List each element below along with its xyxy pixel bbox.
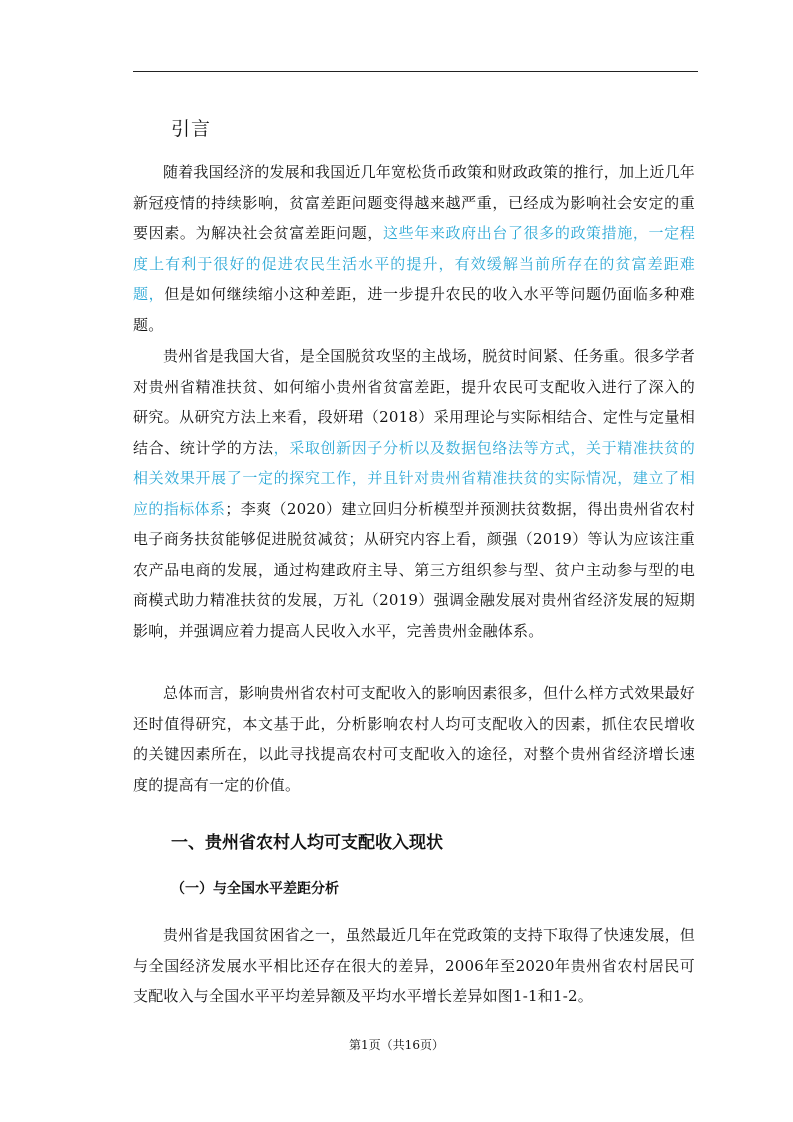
paragraph-1 [133, 157, 695, 340]
paragraph-1-highlight: 这些年来政府出台了很多的政策措施，一定程度上有利于很好的促进农民生活水平的提升，有效缓解当前所存在的贫富差距难题， [133, 224, 695, 303]
paragraph-2-highlight: ，采取创新因子分析以及数据包络法等方式，关于精准扶贫的相关效果开展了一定的探究工作，并且针对贵州省精准扶贫的实际情况，建立了相应的指标体系 [133, 438, 695, 518]
intro-heading: 引言 [171, 118, 212, 140]
paragraph-1-text-a: 随着我国经济的发展和我国近几年宽松货币政策和财政政策的推行，加上近几年新冠疫情的持续影响，贫富差距问题变得越来越严重，已经成为影响社会安定的重要因素。为解决社会贫富差距问题， [133, 163, 696, 242]
header-rule [133, 71, 698, 72]
section-1-heading: 一、贵州省农村人均可支配收入现状 [171, 833, 443, 853]
paragraph-2 [133, 341, 695, 646]
paragraph-1-text-c: 但是如何继续缩小这种差距，进一步提升农民的收入水平等问题仍面临多种难题。 [133, 285, 695, 334]
paragraph-2-text-a: 贵州省是我国大省，是全国脱贫攻坚的主战场，脱贫时间紧、任务重。很多学者对贵州省精准扶贫、如何缩小贵州省贫富差距，提升农民可支配收入进行了深入的研究。从研究方法上来看，段妍珺（2018）采用理论与实际相结合、定性与定量相结合、统计学的方法 [133, 347, 696, 457]
page-footer: 第1页（共16页） [349, 1038, 444, 1052]
paragraph-3: 总体而言，影响贵州省农村可支配收入的影响因素很多，但什么样方式效果最好还时值得研究，本文基于此，分析影响农村人均可支配收入的因素，抓住农民增收的关键因素所在，以此寻找提高农村可支配收入的途径，对整个贵州省经济增长速度的提高有一定的价值。 [133, 684, 696, 794]
paragraph-4: 贵州省是我国贫困省之一，虽然最近几年在党政策的支持下取得了快速发展，但与全国经济发展水平相比还存在很大的差异，2006年至2020年贵州省农村居民可支配收入与全国水平平均差异额及平均水平增长差异如图1-1和1-2。 [133, 926, 696, 1005]
subsection-1-heading: （一）与全国水平差距分析 [171, 881, 339, 897]
paragraph-2-text-c: ；李爽（2020）建立回归分析模型并预测扶贫数据，得出贵州省农村电子商务扶贫能够促进脱贫减贫；从研究内容上看，颜强（2019）等认为应该注重农产品电商的发展，通过构建政府主导、第三方组织参与型、贫户主动参与型的电商模式助力精准扶贫的发展，万礼（2019）强调金融发展对贵州省经济发展的短期影响，并强调应着力提高人民收入水平，完善贵州金融体系。 [133, 499, 696, 640]
